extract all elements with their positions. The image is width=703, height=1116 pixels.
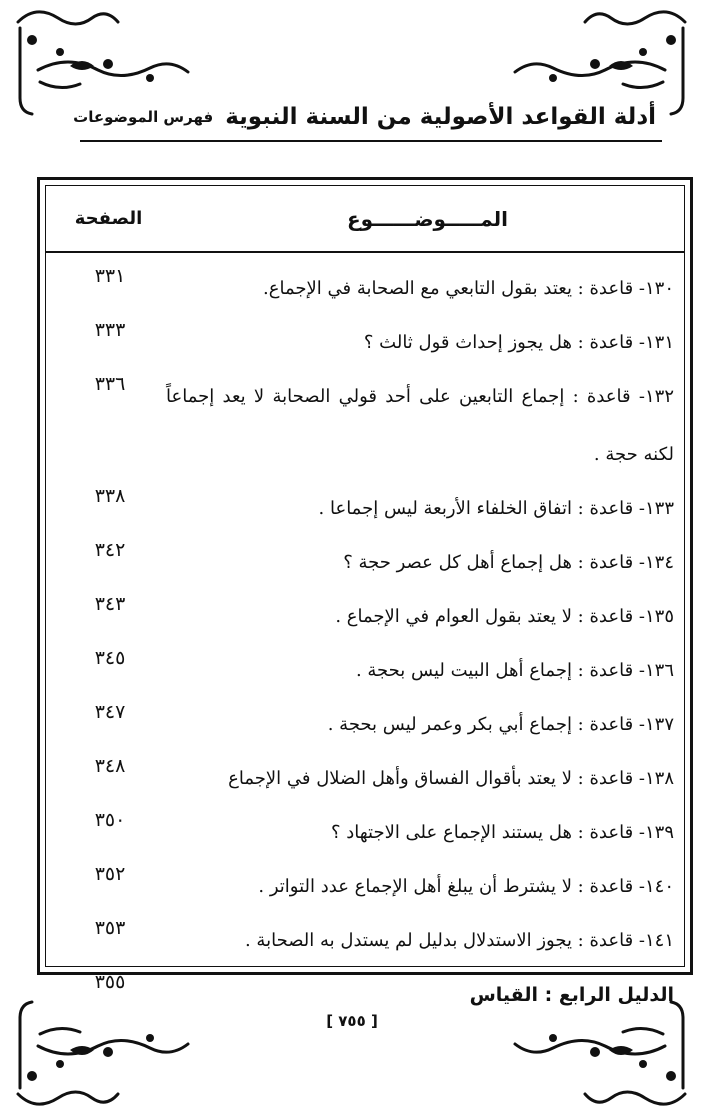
entry-page-number: ٣٤٧ [94,701,126,723]
toc-entry [46,633,684,687]
entry-page-number: ٣٥٣ [94,917,126,939]
toc-entry [46,471,684,525]
toc-entry [46,525,684,579]
toc-list [46,251,684,1011]
subject-column-header: المـــــوضــــــوع [346,206,509,231]
entry-text: ١٣٣- قاعدة : اتفاق الخلفاء الأربعة ليس إجماعا . [318,498,674,519]
page-column-header: الصفحة [74,208,143,229]
entry-page-number: ٣٥٥ [94,971,126,993]
entry-text: ١٣٨- قاعدة : لا يعتد بأقوال الفساق وأهل الضلال في الإجماع [228,768,674,789]
toc-entry [46,849,684,903]
book-title: أدلة القواعد الأصولية من السنة النبوية [225,104,656,130]
toc-entry [46,359,684,471]
toc-entry [46,579,684,633]
running-header [73,96,656,138]
entry-text: ١٤١- قاعدة : يجوز الاستدلال بدليل لم يستدل به الصحابة . [244,930,674,951]
entry-page-number: ٣٤٨ [94,755,126,777]
entry-page-number: ٣٣٦ [94,373,126,395]
toc-entry [46,305,684,359]
section-name: فهرس الموضوعات [73,108,214,126]
toc-entry [46,687,684,741]
entry-text: ١٣٠- قاعدة : يعتد بقول التابعي مع الصحابة في الإجماع. [263,278,674,299]
toc-entry [46,903,684,957]
entry-page-number: ٣٤٣ [94,593,126,615]
entry-page-number: ٣٥٢ [94,863,126,885]
entry-page-number: ٣٥٠ [94,809,126,831]
toc-entry [46,795,684,849]
entry-text: الدليل الرابع : القياس [469,984,674,1006]
entry-text: ١٣١- قاعدة : هل يجوز إحداث قول ثالث ؟ [363,332,674,353]
toc-entry [46,251,684,305]
page-number: [ ٧٥٥ ] [326,1012,378,1030]
entry-text: ١٣٤- قاعدة : هل إجماع أهل كل عصر حجة ؟ [343,552,674,573]
toc-entry [46,741,684,795]
entry-text: ١٣٥- قاعدة : لا يعتد بقول العوام في الإجماع . [335,606,674,627]
entry-page-number: ٣٤٥ [94,647,126,669]
toc-table [45,185,685,1006]
entry-page-number: ٣٣٨ [94,485,126,507]
toc-frame [37,177,693,1006]
entry-text: ١٣٢- قاعدة : إجماع التابعين على أحد قولي الصحابة لا يعد إجماعاً لكنه حجة . [166,386,674,465]
entry-page-number: ٣٤٢ [94,539,126,561]
entry-text: ١٣٧- قاعدة : إجماع أبي بكر وعمر ليس بحجة . [327,714,674,735]
entry-text: ١٣٦- قاعدة : إجماع أهل البيت ليس بحجة . [355,660,674,681]
bottom-ornament [0,990,703,1116]
entry-page-number: ٣٣١ [94,265,126,287]
toc-column-headers [46,186,684,253]
entry-text: ١٤٠- قاعدة : لا يشترط أن يبلغ أهل الإجماع عدد التواتر . [258,876,674,897]
entry-text: ١٣٩- قاعدة : هل يستند الإجماع على الاجتهاد ؟ [330,822,674,843]
header-rule [80,140,662,142]
entry-page-number: ٣٣٣ [94,319,126,341]
